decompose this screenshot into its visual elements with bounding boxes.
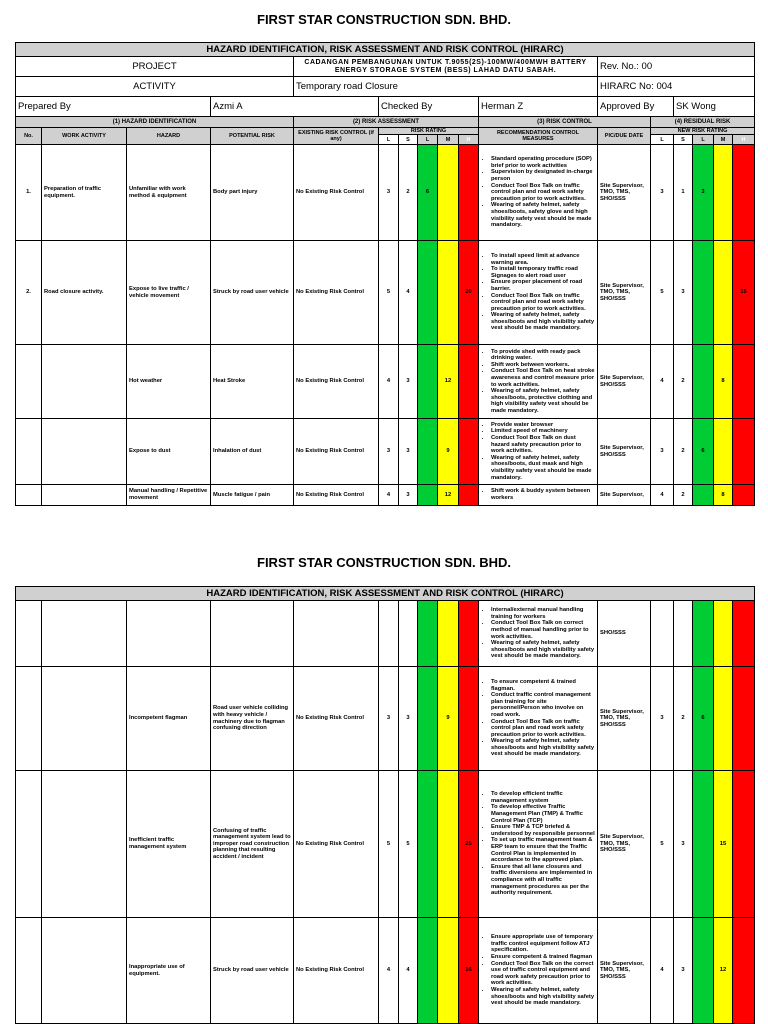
new-risk-level-medium bbox=[714, 667, 733, 771]
measure-item: • Conduct Tool Box Talk on traffic control plan and road work safety precaution prior to work activities. bbox=[491, 293, 595, 313]
pic-due-date: Site Supervisor, TMO, TMS, SHO/SSS bbox=[598, 771, 651, 918]
measure-item: • Conduct Tool Box Talk on the correct use of traffic control equipment and road work safety precaution prior to work activities. bbox=[491, 961, 595, 987]
sub-medium: M bbox=[438, 135, 459, 145]
new-severity: 2 bbox=[674, 419, 693, 485]
likelihood: 4 bbox=[379, 918, 399, 1024]
risk-level-high bbox=[459, 419, 479, 485]
recommendation-measures bbox=[479, 601, 598, 667]
sub-l: L bbox=[379, 135, 399, 145]
hazard-row bbox=[16, 601, 755, 667]
row-no bbox=[16, 345, 42, 419]
severity: 4 bbox=[399, 241, 418, 345]
measure-item: • Conduct Tool Box Talk on correct method of manual handling prior to work activities. bbox=[491, 620, 595, 640]
row-no bbox=[16, 419, 42, 485]
potential-risk: Road user vehicle colliding with heavy vehicle / machinery due to flagman confusing direction bbox=[211, 667, 294, 771]
likelihood: 4 bbox=[379, 345, 399, 419]
project-value: CADANGAN PEMBANGUNAN UNTUK T.9055(2S)-100MW/400MWH BATTERY ENERGY STORAGE SYSTEM (BESS) LAHAD DATU SABAH. bbox=[294, 57, 598, 77]
potential-risk: Inhalation of dust bbox=[211, 419, 294, 485]
severity: 3 bbox=[399, 345, 418, 419]
hirarc-table-page2 bbox=[15, 586, 755, 1024]
measure-item: • Wearing of safety helmet, safety shoes/boots and high visibility safety vest should be made mandatory. bbox=[491, 987, 595, 1007]
severity: 2 bbox=[399, 145, 418, 241]
potential-risk: Body part injury bbox=[211, 145, 294, 241]
risk-level-medium: 9 bbox=[438, 419, 459, 485]
new-risk-level-high bbox=[733, 918, 755, 1024]
existing-control: No Existing Risk Control bbox=[294, 241, 379, 345]
risk-level-high bbox=[459, 485, 479, 506]
new-risk-level-medium: 8 bbox=[714, 485, 733, 506]
work-activity bbox=[42, 485, 127, 506]
potential-risk bbox=[211, 601, 294, 667]
sub-new-medium: M bbox=[714, 135, 733, 145]
severity: 3 bbox=[399, 485, 418, 506]
likelihood: 4 bbox=[379, 485, 399, 506]
risk-level-high: 20 bbox=[459, 241, 479, 345]
approved-by-label: Approved By bbox=[598, 97, 674, 117]
recommendation-measures bbox=[479, 241, 598, 345]
risk-level-medium bbox=[438, 918, 459, 1024]
new-likelihood: 3 bbox=[651, 419, 674, 485]
row-no bbox=[16, 601, 42, 667]
hazard: Inappropriate use of equipment. bbox=[127, 918, 211, 1024]
sub-low: L bbox=[418, 135, 438, 145]
company-title-page2: FIRST STAR CONSTRUCTION SDN. BHD. bbox=[257, 555, 511, 570]
col-recommendation: RECOMMENDATION CONTROL MEASURES bbox=[479, 128, 598, 145]
measure-item: • Limited speed of machinery bbox=[491, 428, 595, 435]
measure-item: • Supervision by designated in-charge person bbox=[491, 169, 595, 182]
measure-item: • Ensure TMP & TCP briefed & understood by responsible personnel bbox=[491, 824, 595, 837]
new-risk-level-low bbox=[693, 241, 714, 345]
new-risk-level-high bbox=[733, 667, 755, 771]
likelihood: 3 bbox=[379, 667, 399, 771]
hazard bbox=[127, 601, 211, 667]
risk-level-low bbox=[418, 601, 438, 667]
recommendation-measures bbox=[479, 485, 598, 506]
severity bbox=[399, 601, 418, 667]
new-risk-level-low bbox=[693, 601, 714, 667]
measures-list bbox=[481, 349, 595, 415]
pic-due-date: Site Supervisor, TMO, TMS, SHO/SSS bbox=[598, 241, 651, 345]
risk-level-low bbox=[418, 667, 438, 771]
new-severity: 3 bbox=[674, 241, 693, 345]
risk-level-high bbox=[459, 345, 479, 419]
measure-item: • To install speed limit at advance warning area. bbox=[491, 253, 595, 266]
section-residual-risk: (4) RESIDUAL RISK bbox=[651, 117, 755, 128]
new-risk-level-high: 15 bbox=[733, 241, 755, 345]
col-potential-risk: POTENTIAL RISK bbox=[211, 128, 294, 145]
risk-level-low bbox=[418, 485, 438, 506]
measure-item: • Wearing of safety helmet, safety shoes/boots and high visibility safety vest should be made mandatory. bbox=[491, 640, 595, 660]
hazard-row bbox=[16, 485, 755, 506]
section-risk-assessment: (2) RISK ASSESSMENT bbox=[294, 117, 479, 128]
activity-value: Temporary road Closure bbox=[294, 77, 598, 97]
risk-level-medium bbox=[438, 771, 459, 918]
hazard: Expose to live traffic / vehicle movement bbox=[127, 241, 211, 345]
work-activity bbox=[42, 667, 127, 771]
risk-level-medium: 12 bbox=[438, 485, 459, 506]
measures-list bbox=[481, 253, 595, 332]
new-severity bbox=[674, 601, 693, 667]
new-likelihood: 3 bbox=[651, 145, 674, 241]
measures-list bbox=[481, 679, 595, 758]
prepared-by: Azmi A bbox=[211, 97, 379, 117]
new-likelihood: 4 bbox=[651, 918, 674, 1024]
hirarc-banner-page2: HAZARD IDENTIFICATION, RISK ASSESSMENT AND RISK CONTROL (HIRARC) bbox=[16, 587, 755, 601]
existing-control bbox=[294, 601, 379, 667]
hazard: Unfamiliar with work method & equipment bbox=[127, 145, 211, 241]
new-risk-level-medium bbox=[714, 145, 733, 241]
risk-level-high bbox=[459, 667, 479, 771]
existing-control: No Existing Risk Control bbox=[294, 345, 379, 419]
measure-item: • Wearing of safety helmet, safety shoes/boots, protective clothing and high visibility safety vest should be made mandatory. bbox=[491, 388, 595, 414]
work-activity: Road closure activity. bbox=[42, 241, 127, 345]
measure-item: • To install temporary traffic road Signages to alert road user bbox=[491, 266, 595, 279]
potential-risk: Heat Stroke bbox=[211, 345, 294, 419]
severity: 3 bbox=[399, 667, 418, 771]
hazard-row bbox=[16, 345, 755, 419]
new-severity: 2 bbox=[674, 485, 693, 506]
col-risk-rating: RISK RATING bbox=[379, 128, 479, 135]
risk-level-low bbox=[418, 771, 438, 918]
sub-high: H bbox=[459, 135, 479, 145]
col-work-activity: WORK ACTIVITY bbox=[42, 128, 127, 145]
measure-item: • Ensure appropriate use of temporary traffic control equipment follow ATJ specification. bbox=[491, 934, 595, 954]
row-no bbox=[16, 485, 42, 506]
measure-item: • To ensure competent & trained flagman. bbox=[491, 679, 595, 692]
measure-item: • To develop efficient traffic management system bbox=[491, 791, 595, 804]
new-risk-level-medium bbox=[714, 241, 733, 345]
sub-new-low: L bbox=[693, 135, 714, 145]
existing-control: No Existing Risk Control bbox=[294, 485, 379, 506]
new-risk-level-low bbox=[693, 771, 714, 918]
pic-due-date: Site Supervisor, bbox=[598, 485, 651, 506]
new-risk-level-high bbox=[733, 145, 755, 241]
risk-level-low bbox=[418, 345, 438, 419]
pic-due-date: Site Supervisor, SHO/SSS bbox=[598, 419, 651, 485]
work-activity: Preparation of traffic equipment. bbox=[42, 145, 127, 241]
company-title: FIRST STAR CONSTRUCTION SDN. BHD. bbox=[257, 12, 511, 27]
hirarc-banner: HAZARD IDENTIFICATION, RISK ASSESSMENT AND RISK CONTROL (HIRARC) bbox=[16, 43, 755, 57]
measure-item: • Conduct traffic control management plan training for site personnel/Person who involve on road work. bbox=[491, 692, 595, 718]
new-risk-level-low bbox=[693, 485, 714, 506]
new-risk-level-medium bbox=[714, 601, 733, 667]
hazard-row bbox=[16, 918, 755, 1024]
hazard-rows-page2 bbox=[16, 601, 755, 1024]
hazard: Inefficient traffic management system bbox=[127, 771, 211, 918]
risk-level-high: 25 bbox=[459, 771, 479, 918]
hazard-row bbox=[16, 145, 755, 241]
work-activity bbox=[42, 601, 127, 667]
measure-item: • Conduct Tool Box Talk on dust hazard safety precaution prior to work activities. bbox=[491, 435, 595, 455]
row-no bbox=[16, 771, 42, 918]
new-severity: 1 bbox=[674, 145, 693, 241]
hazard-row bbox=[16, 419, 755, 485]
new-likelihood: 4 bbox=[651, 485, 674, 506]
measure-item: • Ensure that all lane closures and traffic diversions are implemented in compliance with all traffic management procedures as per the authority requirement. bbox=[491, 864, 595, 897]
new-severity: 2 bbox=[674, 345, 693, 419]
measure-item: • Wearing of safety helmet, safety shoes/boots and high visibility safety vest should be made mandatory. bbox=[491, 738, 595, 758]
existing-control: No Existing Risk Control bbox=[294, 667, 379, 771]
risk-level-low bbox=[418, 419, 438, 485]
hazard-row bbox=[16, 241, 755, 345]
new-risk-level-low: 6 bbox=[693, 667, 714, 771]
new-risk-level-low bbox=[693, 918, 714, 1024]
recommendation-measures bbox=[479, 918, 598, 1024]
severity: 5 bbox=[399, 771, 418, 918]
hirarc-table-page1 bbox=[15, 42, 755, 506]
pic-due-date: Site Supervisor, TMO, TMS, SHO/SSS bbox=[598, 145, 651, 241]
measure-item: • Standard operating procedure (SOP) brief prior to work activities bbox=[491, 156, 595, 169]
risk-level-medium bbox=[438, 241, 459, 345]
row-no bbox=[16, 918, 42, 1024]
measures-list bbox=[481, 607, 595, 660]
measure-item: • Shift work between workers. bbox=[491, 362, 595, 369]
activity-label: ACTIVITY bbox=[16, 77, 294, 97]
risk-level-medium: 9 bbox=[438, 667, 459, 771]
risk-level-low bbox=[418, 918, 438, 1024]
work-activity bbox=[42, 419, 127, 485]
checked-by: Herman Z bbox=[479, 97, 598, 117]
new-likelihood: 5 bbox=[651, 771, 674, 918]
col-pic-due: PIC/DUE DATE bbox=[598, 128, 651, 145]
measures-list bbox=[481, 156, 595, 229]
existing-control: No Existing Risk Control bbox=[294, 145, 379, 241]
rev-no: Rev. No.: 00 bbox=[598, 57, 755, 77]
measure-item: • To set up traffic management team & ERP team to ensure that the Traffic Control Plan is implemented in accordance to the approved plan. bbox=[491, 837, 595, 863]
new-risk-level-medium: 12 bbox=[714, 918, 733, 1024]
risk-level-high: 16 bbox=[459, 918, 479, 1024]
work-activity bbox=[42, 918, 127, 1024]
new-likelihood: 5 bbox=[651, 241, 674, 345]
new-likelihood: 4 bbox=[651, 345, 674, 419]
sub-new-high: H bbox=[733, 135, 755, 145]
new-severity: 3 bbox=[674, 771, 693, 918]
recommendation-measures bbox=[479, 145, 598, 241]
new-risk-level-high bbox=[733, 419, 755, 485]
measures-list bbox=[481, 791, 595, 897]
potential-risk: Struck by road user vehicle bbox=[211, 241, 294, 345]
new-severity: 3 bbox=[674, 918, 693, 1024]
risk-level-high bbox=[459, 145, 479, 241]
new-risk-level-high bbox=[733, 771, 755, 918]
measure-item: • Internal/external manual handling training for workers bbox=[491, 607, 595, 620]
new-risk-level-high bbox=[733, 485, 755, 506]
potential-risk: Struck by road user vehicle bbox=[211, 918, 294, 1024]
likelihood: 5 bbox=[379, 241, 399, 345]
likelihood: 5 bbox=[379, 771, 399, 918]
col-no: No. bbox=[16, 128, 42, 145]
measure-item: • Wearing of safety helmet, safety shoes/boots, dust mask and high visibility safety vest should be made mandatory. bbox=[491, 455, 595, 481]
new-likelihood bbox=[651, 601, 674, 667]
col-new-risk-rating: NEW RISK RATING bbox=[651, 128, 755, 135]
col-existing-control: EXISTING RISK CONTROL (if any) bbox=[294, 128, 379, 145]
row-no: 2. bbox=[16, 241, 42, 345]
recommendation-measures bbox=[479, 345, 598, 419]
new-likelihood: 3 bbox=[651, 667, 674, 771]
severity: 3 bbox=[399, 419, 418, 485]
new-severity: 2 bbox=[674, 667, 693, 771]
col-hazard: HAZARD bbox=[127, 128, 211, 145]
existing-control: No Existing Risk Control bbox=[294, 771, 379, 918]
new-risk-level-medium bbox=[714, 419, 733, 485]
existing-control: No Existing Risk Control bbox=[294, 419, 379, 485]
hazard-row bbox=[16, 667, 755, 771]
measure-item: • Conduct Tool Box Talk on heat stroke awareness and control measure prior to work activities. bbox=[491, 368, 595, 388]
risk-level-medium: 12 bbox=[438, 345, 459, 419]
sub-new-s: S bbox=[674, 135, 693, 145]
prepared-by-label: Prepared By bbox=[16, 97, 211, 117]
measure-item: • Ensure proper placement of road barrier. bbox=[491, 279, 595, 292]
existing-control: No Existing Risk Control bbox=[294, 918, 379, 1024]
pic-due-date: Site Supervisor, TMO, TMS, SHO/SSS bbox=[598, 918, 651, 1024]
new-risk-level-low: 6 bbox=[693, 419, 714, 485]
new-risk-level-low: 3 bbox=[693, 145, 714, 241]
pic-due-date: Site Supervisor, SHO/SSS bbox=[598, 345, 651, 419]
measures-list bbox=[481, 422, 595, 481]
sub-new-l: L bbox=[651, 135, 674, 145]
measures-list bbox=[481, 488, 595, 501]
measure-item: • Wearing of safety helmet, safety shoes/boots and high visibility safety vest should be made mandatory. bbox=[491, 312, 595, 332]
row-no: 1. bbox=[16, 145, 42, 241]
pic-due-date: SHO/SSS bbox=[598, 601, 651, 667]
risk-level-low: 6 bbox=[418, 145, 438, 241]
likelihood: 3 bbox=[379, 145, 399, 241]
sub-s: S bbox=[399, 135, 418, 145]
measure-item: • To develop effective Traffic Management Plan (TMP) & Traffic Control Plan (TCP) bbox=[491, 804, 595, 824]
likelihood bbox=[379, 601, 399, 667]
risk-level-low bbox=[418, 241, 438, 345]
hazard-rows-page1 bbox=[16, 145, 755, 506]
hazard: Incompetent flagman bbox=[127, 667, 211, 771]
section-hazard-identification: (1) HAZARD IDENTIFICATION bbox=[16, 117, 294, 128]
new-risk-level-medium: 8 bbox=[714, 345, 733, 419]
new-risk-level-low bbox=[693, 345, 714, 419]
measures-list bbox=[481, 934, 595, 1007]
hazard: Hot weather bbox=[127, 345, 211, 419]
pic-due-date: Site Supervisor, TMO, TMS, SHO/SSS bbox=[598, 667, 651, 771]
recommendation-measures bbox=[479, 419, 598, 485]
approved-by: SK Wong bbox=[674, 97, 755, 117]
potential-risk: Muscle fatigue / pain bbox=[211, 485, 294, 506]
recommendation-measures bbox=[479, 771, 598, 918]
likelihood: 3 bbox=[379, 419, 399, 485]
work-activity bbox=[42, 345, 127, 419]
section-risk-control: (3) RISK CONTROL bbox=[479, 117, 651, 128]
work-activity bbox=[42, 771, 127, 918]
potential-risk: Confusing of traffic management system lead to improper road construction planning that resulting accident / incident bbox=[211, 771, 294, 918]
hazard-row bbox=[16, 771, 755, 918]
hazard: Expose to dust bbox=[127, 419, 211, 485]
measure-item: • Conduct Tool Box Talk on traffic control plan and road work safety precaution prior to work activities. bbox=[491, 183, 595, 203]
new-risk-level-high bbox=[733, 601, 755, 667]
hirarc-no: HIRARC No: 004 bbox=[598, 77, 755, 97]
risk-level-medium bbox=[438, 601, 459, 667]
new-risk-level-medium: 15 bbox=[714, 771, 733, 918]
new-risk-level-high bbox=[733, 345, 755, 419]
measure-item: • To provide shed with ready pack drinking water. bbox=[491, 349, 595, 362]
risk-level-medium bbox=[438, 145, 459, 241]
measure-item: • Ensure competent & trained flagman bbox=[491, 954, 595, 961]
recommendation-measures bbox=[479, 667, 598, 771]
hazard: Manual handling / Repetitive movement bbox=[127, 485, 211, 506]
measure-item: • Conduct Tool Box Talk on traffic control plan and road work safety precaution prior to work activities. bbox=[491, 719, 595, 739]
severity: 4 bbox=[399, 918, 418, 1024]
measure-item: • Shift work & buddy system between workers bbox=[491, 488, 595, 501]
measure-item: • Provide water browser bbox=[491, 422, 595, 429]
row-no bbox=[16, 667, 42, 771]
measure-item: • Wearing of safety helmet, safety shoes/boots, safety glove and high visibility safety vest should be made mandatory. bbox=[491, 202, 595, 228]
checked-by-label: Checked By bbox=[379, 97, 479, 117]
project-label: PROJECT bbox=[16, 57, 294, 77]
risk-level-high bbox=[459, 601, 479, 667]
